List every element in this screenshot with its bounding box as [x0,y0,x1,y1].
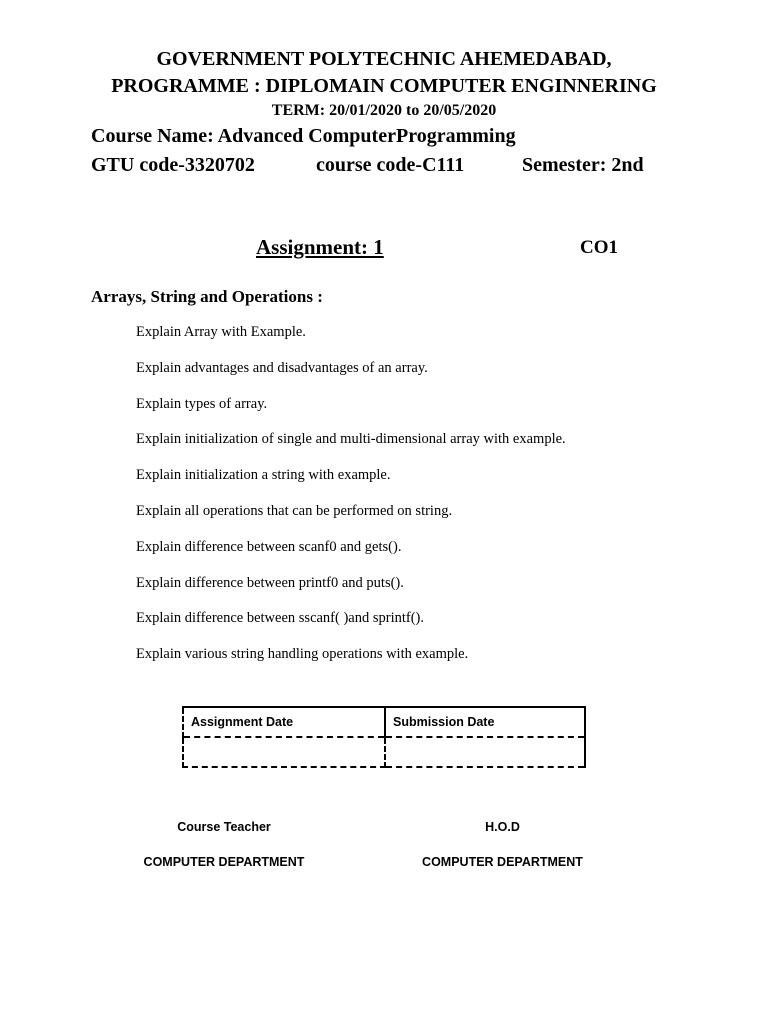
course-teacher-label: Course Teacher [177,820,271,834]
assignment-title: Assignment: 1 [256,235,384,259]
question-text: Explain difference between scanf0 and gets(). [136,538,402,555]
dates-table [182,706,586,768]
submission-date-header: Submission Date [385,707,585,737]
course-name: Course Name: Advanced ComputerProgramming [91,125,516,147]
table-row [183,707,585,737]
teacher-department: COMPUTER DEPARTMENT [143,855,305,869]
assignment-date-header: Assignment Date [183,707,385,737]
table-row [183,737,585,767]
course-outcome: CO1 [580,237,618,258]
programme-name: PROGRAMME : DIPLOMAIN COMPUTER ENGINNERING [111,75,657,97]
institute-name: GOVERNMENT POLYTECHNIC AHEMEDABAD, [156,48,612,70]
question-text: Explain advantages and disadvantages of an array. [136,359,428,376]
question-text: Explain difference between printf0 and puts(). [136,574,404,591]
course-code: course code-C111 [316,154,465,176]
semester: Semester: 2nd [522,154,644,176]
section-heading: Arrays, String and Operations : [91,287,323,306]
question-text: Explain various string handling operations with example. [136,646,469,663]
question-text: Explain types of array. [136,395,268,412]
hod-label: H.O.D [485,820,520,834]
term-dates: TERM: 20/01/2020 to 20/05/2020 [271,102,497,119]
question-text: Explain initialization of single and multi-dimensional array with example. [136,431,566,448]
gtu-code: GTU code-3320702 [91,154,255,176]
hod-department: COMPUTER DEPARTMENT [422,855,583,869]
question-text: Explain all operations that can be performed on string. [136,502,453,519]
question-text: Explain Array with Example. [136,324,306,340]
question-text: Explain initialization a string with example. [136,467,391,484]
submission-date-cell [385,737,585,767]
question-text: Explain difference between sscanf( )and sprintf(). [136,610,424,627]
assignment-date-cell [183,737,385,767]
